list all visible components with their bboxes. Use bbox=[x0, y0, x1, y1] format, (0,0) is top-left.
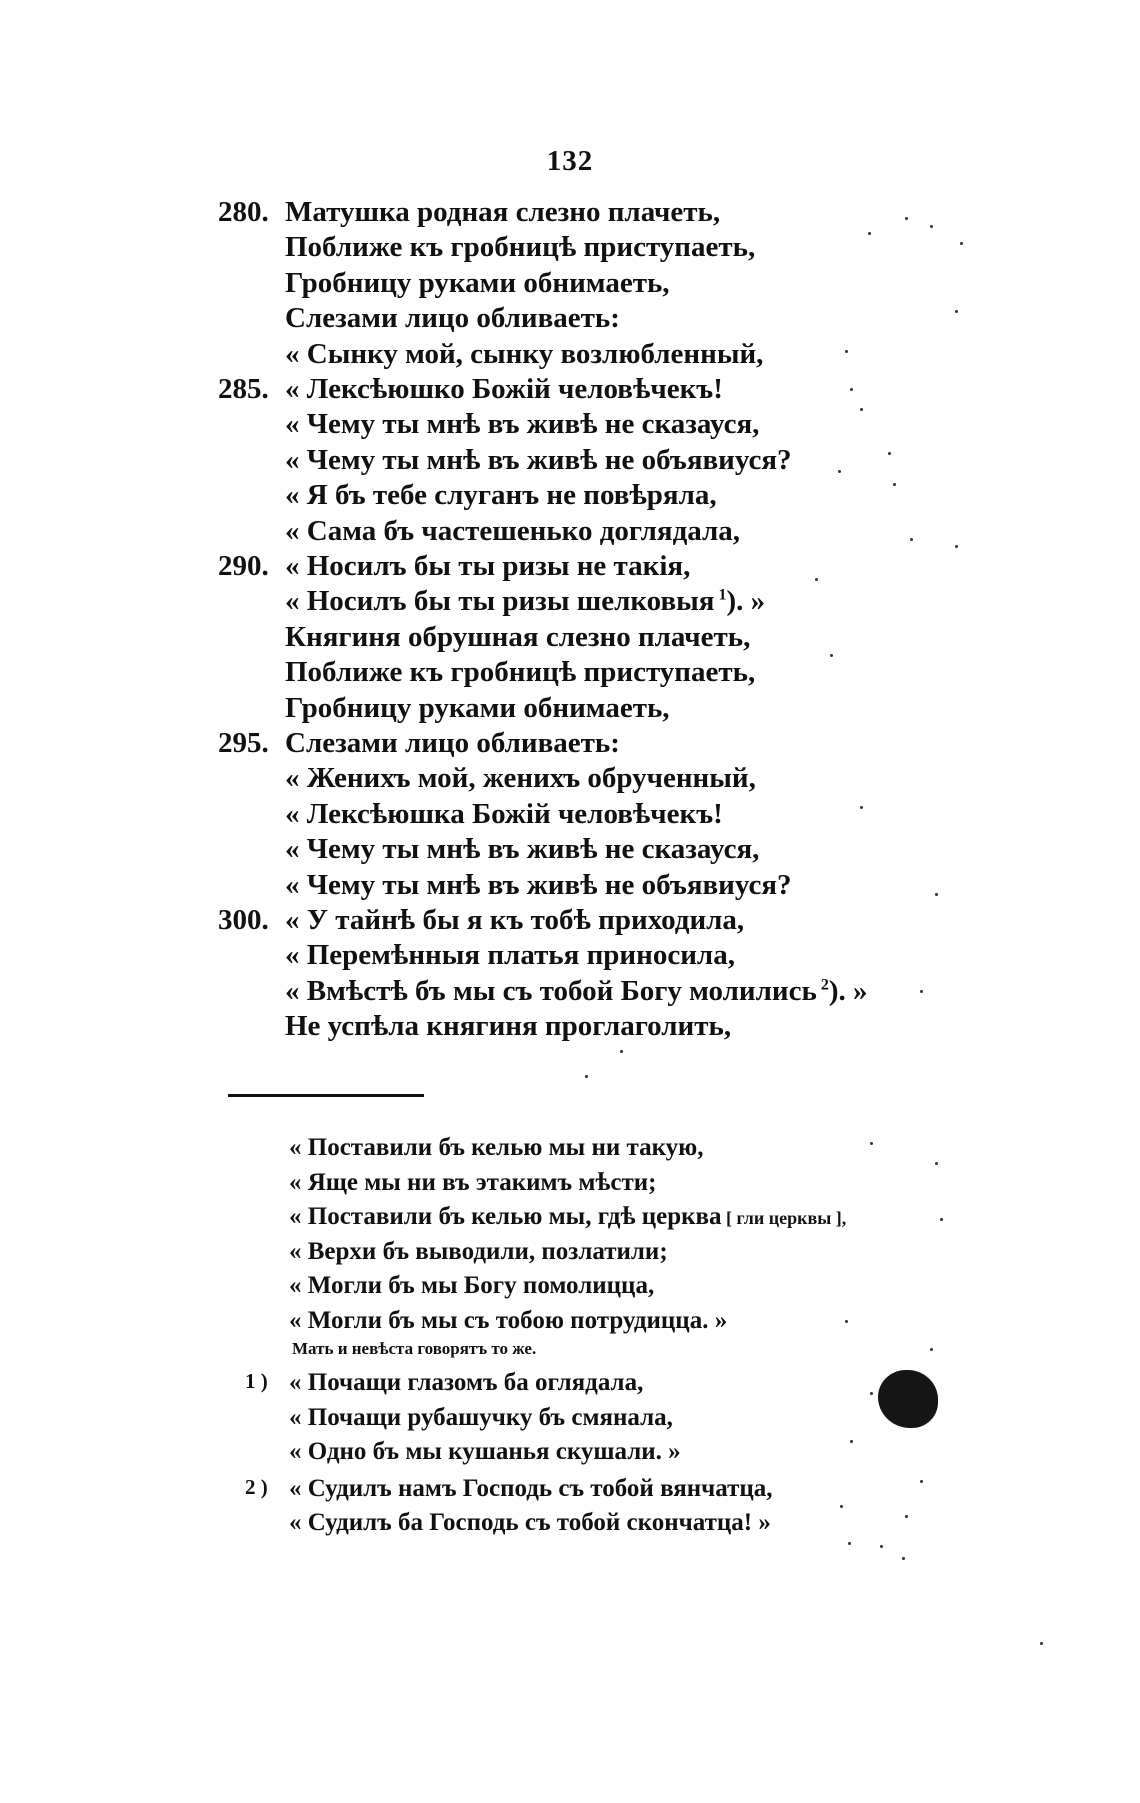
footnote-text: « Поставили бъ келью мы ни такую, bbox=[289, 1134, 704, 1161]
verse-line bbox=[0, 231, 1140, 267]
verse-line bbox=[0, 373, 1140, 409]
scan-speck bbox=[848, 1542, 851, 1545]
verse-text bbox=[285, 692, 670, 725]
verse-number: 280. bbox=[218, 196, 269, 228]
scan-speck bbox=[955, 545, 958, 548]
verse-words: Поближе къ гробницѣ приступаеть, bbox=[285, 231, 756, 264]
verse-words: Гробницу руками обнимаеть, bbox=[285, 266, 670, 299]
verse-words: « У тайнѣ бы я къ тобѣ приходила, bbox=[285, 904, 745, 936]
verse-text bbox=[285, 479, 717, 512]
verse-line bbox=[0, 585, 1140, 621]
verse-text bbox=[285, 762, 756, 795]
verse-text bbox=[285, 727, 620, 760]
footnote-line bbox=[0, 1134, 1140, 1168]
footnote-line bbox=[0, 1169, 1140, 1203]
footnote-text: « Верхи бъ выводили, позлатили; bbox=[289, 1237, 668, 1265]
verse-text bbox=[285, 939, 735, 972]
scan-speck bbox=[1040, 1642, 1043, 1645]
verse-words: « Носилъ бы ты ризы шелковыя bbox=[285, 585, 715, 618]
verse-words: « Носилъ бы ты ризы не такія, bbox=[285, 550, 691, 582]
verse-text bbox=[285, 302, 620, 335]
footnote-note: Мать и невѣста говорятъ то же. bbox=[292, 1339, 537, 1358]
footnote-line bbox=[0, 1404, 1140, 1438]
scan-speck bbox=[893, 483, 896, 486]
verse-line bbox=[0, 904, 1140, 940]
footnote-text: « Могли бъ мы Богу помолицца, bbox=[289, 1272, 655, 1299]
scan-speck bbox=[830, 654, 833, 657]
scan-speck bbox=[955, 310, 958, 313]
footnote-line bbox=[0, 1272, 1140, 1306]
verse-text bbox=[285, 515, 740, 548]
scan-speck bbox=[880, 1545, 883, 1548]
footnote-text: « Судилъ ба Господь съ тобой скончатца! » bbox=[289, 1509, 771, 1536]
footnote-text: « Могли бъ мы съ тобою потрудицца. » bbox=[289, 1306, 728, 1334]
verse-text bbox=[285, 267, 670, 300]
footnote-ref: 2 bbox=[816, 976, 829, 994]
verse-line bbox=[0, 692, 1140, 728]
footnote-marker: 1 ) bbox=[245, 1369, 268, 1393]
verse-line bbox=[0, 515, 1140, 551]
scan-speck bbox=[888, 452, 891, 455]
verse-line bbox=[0, 550, 1140, 586]
verse-line bbox=[0, 798, 1140, 834]
verse-text bbox=[285, 550, 690, 583]
verse-line bbox=[0, 267, 1140, 303]
page-number: 132 bbox=[546, 145, 594, 177]
scan-speck bbox=[850, 1440, 853, 1443]
verse-line bbox=[0, 833, 1140, 869]
verse-text bbox=[285, 833, 759, 866]
scan-speck bbox=[920, 990, 923, 993]
verse-text bbox=[285, 869, 792, 902]
bracket-note: [ гли церквы ], bbox=[721, 1208, 847, 1228]
verse-words: « Чему ты мнѣ въ живѣ не объявиуся? bbox=[285, 443, 792, 476]
footnote-line bbox=[0, 1475, 1140, 1509]
scan-speck bbox=[930, 1348, 933, 1351]
verse-text bbox=[285, 798, 723, 831]
footnote-ref: 1 bbox=[714, 586, 727, 604]
verse-line bbox=[0, 196, 1140, 232]
verse-line bbox=[0, 621, 1140, 657]
footnote-rule bbox=[228, 1094, 424, 1097]
verse-line bbox=[0, 408, 1140, 444]
scan-speck bbox=[870, 1142, 873, 1145]
verse-words: Слезами лицо обливаеть: bbox=[285, 302, 620, 335]
scan-speck bbox=[935, 1162, 938, 1165]
verse-line bbox=[0, 869, 1140, 905]
verse-text bbox=[285, 904, 744, 937]
scan-speck bbox=[960, 242, 963, 245]
scan-speck bbox=[868, 232, 871, 235]
verse-words: Матушка родная слезно плачеть, bbox=[285, 196, 721, 228]
verse-text bbox=[285, 585, 765, 618]
ink-blot bbox=[878, 1370, 938, 1428]
footnote-text: « Одно бъ мы кушанья скушали. » bbox=[289, 1438, 681, 1465]
footnote-line bbox=[0, 1509, 1140, 1543]
scan-speck bbox=[860, 408, 863, 411]
verse-words: Поближе къ гробницѣ приступаеть, bbox=[285, 656, 756, 689]
scan-speck bbox=[840, 1505, 843, 1508]
footnote-line bbox=[0, 1203, 1140, 1237]
verse-words: « Лексѣюшка Божій человѣчекъ! bbox=[285, 797, 723, 830]
verse-text bbox=[285, 621, 750, 654]
verse-words: « Чему ты мнѣ въ живѣ не объявиуся? bbox=[285, 868, 792, 901]
scan-speck bbox=[850, 388, 853, 391]
scan-speck bbox=[620, 1050, 623, 1053]
scan-speck bbox=[870, 1392, 873, 1395]
verse-number: 295. bbox=[218, 727, 269, 759]
verse-words: Слезами лицо обливаеть: bbox=[285, 727, 620, 759]
verse-text bbox=[285, 444, 792, 477]
verse-words: Гробницу руками обнимаеть, bbox=[285, 691, 670, 724]
verse-text bbox=[285, 975, 868, 1008]
verse-line bbox=[0, 939, 1140, 975]
verse-words: « Чему ты мнѣ въ живѣ не сказауся, bbox=[285, 408, 760, 441]
verse-text bbox=[285, 373, 723, 406]
verse-text bbox=[285, 231, 755, 264]
verse-number: 300. bbox=[218, 904, 269, 936]
footnote-text: « Судилъ намъ Господь съ тобой вянчатца, bbox=[289, 1474, 773, 1502]
verse-words: « Я бъ тебе слуганъ не повѣряла, bbox=[285, 479, 717, 512]
scan-speck bbox=[940, 1218, 943, 1221]
footnote-text: « Почащи глазомъ ба оглядала, bbox=[289, 1369, 644, 1396]
verse-text bbox=[285, 1010, 731, 1043]
scan-speck bbox=[902, 1557, 905, 1560]
verse-line bbox=[0, 727, 1140, 763]
verse-words: « Сама бъ частешенько доглядала, bbox=[285, 514, 741, 547]
verse-number: 290. bbox=[218, 550, 269, 582]
scan-speck bbox=[905, 217, 908, 220]
verse-number: 285. bbox=[218, 373, 269, 405]
scan-speck bbox=[920, 1480, 923, 1483]
footnote-text: « Яще мы ни въ этакимъ мѣсти; bbox=[289, 1168, 657, 1196]
footnote-line bbox=[0, 1307, 1140, 1341]
scan-speck bbox=[905, 1515, 908, 1518]
verse-line bbox=[0, 479, 1140, 515]
verse-words: « Вмѣстѣ бъ мы съ тобой Богу молились bbox=[285, 974, 817, 1007]
scan-speck bbox=[585, 1075, 588, 1078]
footnote-line bbox=[0, 1369, 1140, 1403]
verse-line bbox=[0, 444, 1140, 480]
scan-speck bbox=[860, 806, 863, 809]
verse-text bbox=[285, 196, 720, 229]
verse-line bbox=[0, 762, 1140, 798]
scan-speck bbox=[838, 470, 841, 473]
scan-speck bbox=[815, 578, 818, 581]
verse-text bbox=[285, 408, 759, 441]
verse-words: « Женихъ мой, женихъ обрученный, bbox=[285, 762, 756, 795]
verse-line bbox=[0, 302, 1140, 338]
verse-tail: ). » bbox=[828, 974, 868, 1007]
scan-speck bbox=[930, 225, 933, 228]
verse-line bbox=[0, 975, 1140, 1011]
scan-speck bbox=[845, 1320, 848, 1323]
footnote-text: « Почащи рубашучку бъ смянала, bbox=[289, 1403, 673, 1431]
verse-line bbox=[0, 338, 1140, 374]
footnote-marker: 2 ) bbox=[245, 1474, 268, 1499]
footnote-text: « Поставили бъ келью мы, гдѣ церква [ гли церквы ], bbox=[289, 1203, 847, 1230]
footnote-line bbox=[0, 1438, 1140, 1472]
footnote-line bbox=[0, 1238, 1140, 1272]
scan-speck bbox=[935, 893, 938, 896]
verse-words: « Чему ты мнѣ въ живѣ не сказауся, bbox=[285, 833, 760, 866]
verse-line bbox=[0, 656, 1140, 692]
verse-words: Не успѣла княгиня проглаголить, bbox=[285, 1010, 732, 1043]
verse-text bbox=[285, 656, 755, 689]
verse-words: Княгиня обрушная слезно плачеть, bbox=[285, 620, 751, 653]
verse-words: « Перемѣнныя платья приносила, bbox=[285, 939, 735, 972]
verse-words: « Лексѣюшко Божій человѣчекъ! bbox=[285, 373, 723, 405]
scan-speck bbox=[845, 350, 848, 353]
verse-text bbox=[285, 338, 763, 371]
verse-words: « Сынку мой, сынку возлюбленный, bbox=[285, 337, 764, 370]
verse-tail: ). » bbox=[726, 585, 766, 618]
scan-speck bbox=[910, 538, 913, 541]
verse-line bbox=[0, 1010, 1140, 1046]
